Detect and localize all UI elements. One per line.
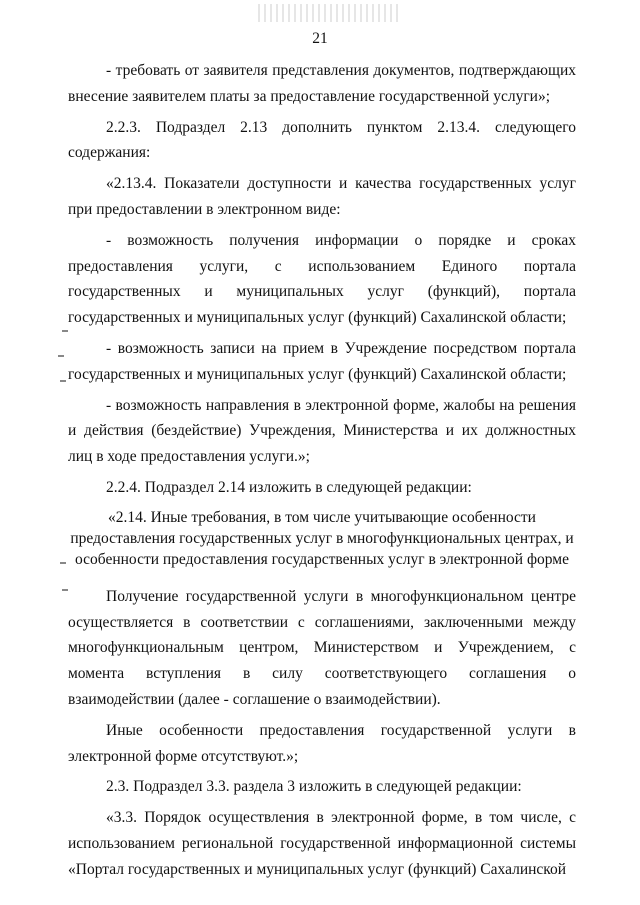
paragraph: 2.3. Подраздел 3.3. раздела 3 изложить в следующей редакции:: [106, 778, 522, 796]
margin-mark: [60, 562, 66, 564]
paragraph: 2.2.3. Подраздел 2.13 дополнить пунктом 2.13.4. следующего содержания:: [68, 118, 576, 162]
heading-line: предоставления государственных услуг в многофункциональных центрах, и: [70, 529, 574, 547]
document-body: [68, 58, 576, 883]
scan-artifact: [258, 4, 398, 22]
paragraph: «3.3. Порядок осуществления в электронной форме, в том числе, с использованием региональной государственной информационной системы «Портал государственных и муниципальных услуг (функций) Сахалинской: [68, 809, 576, 878]
paragraph: - возможность направления в электронной форме, жалобы на решения и действия (бездействие) Учреждения, Министерства и их должностных лиц в ходе предоставления услуги.»;: [68, 396, 576, 466]
heading-line: «2.14. Иные требования, в том числе учитывающие особенности: [108, 508, 536, 526]
paragraph: 2.2.4. Подраздел 2.14 изложить в следующей редакции:: [106, 478, 472, 496]
paragraph: Получение государственной услуги в многофункциональном центре осуществляется в соответствии с соглашениями, заключенными между многофункциональным центром, Министерством и Учреждением, с момента вступления в силу соответствующего соглашения о взаимодействии (далее - соглашение о взаимодействии).: [68, 587, 576, 708]
margin-mark: [58, 355, 64, 357]
paragraph: - требовать от заявителя представления документов, подтверждающих внесение заявителем платы за предоставление государственной услуги»;: [68, 62, 576, 105]
page-number: 21: [312, 30, 328, 47]
section-heading: [68, 507, 576, 570]
paragraph: «2.13.4. Показатели доступности и качества государственных услуг при предоставлении в электронном виде:: [68, 175, 576, 218]
paragraph: - возможность записи на прием в Учреждение посредством портала государственных и муниципальных услуг (функций) Сахалинской области;: [68, 339, 576, 383]
paragraph: Иные особенности предоставления государственной услуги в электронной форме отсутствуют.»;: [68, 721, 576, 765]
heading-line: особенности предоставления государственных услуг в электронной форме: [75, 550, 569, 568]
margin-mark: [60, 380, 66, 382]
paragraph: - возможность получения информации о порядке и сроках предоставления услуги, с использованием Единого портала государственных и муниципальных услуг (функций), портала государственных и муниципальных услуг (функций) Сахалинской области;: [68, 231, 576, 327]
